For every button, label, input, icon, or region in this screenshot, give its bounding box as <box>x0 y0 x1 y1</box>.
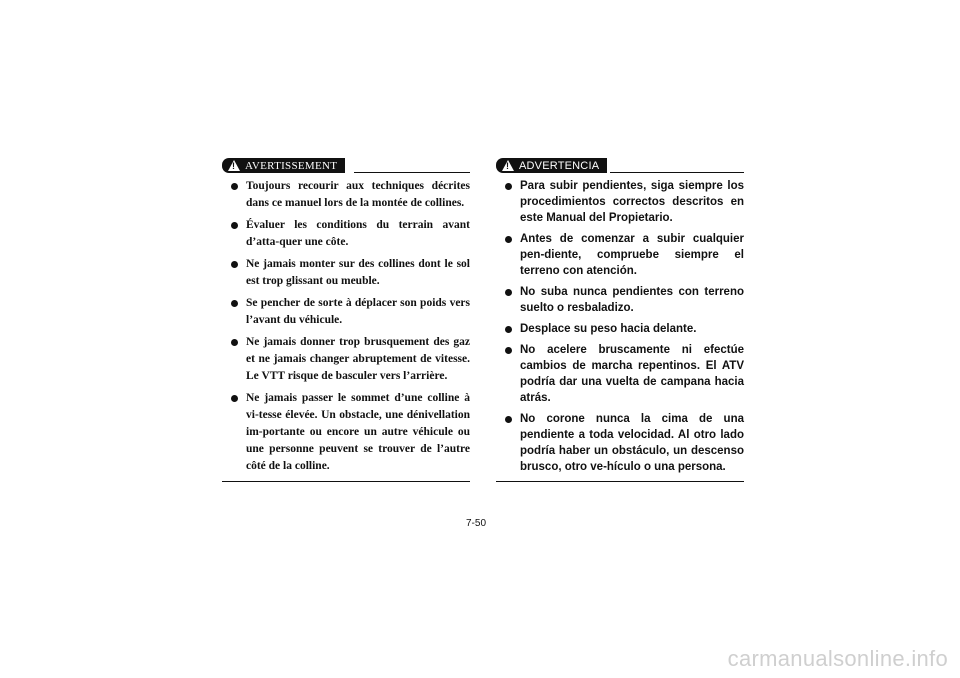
french-warning-header <box>222 152 470 174</box>
list-item: Ne jamais donner trop brusquement des gaz et ne jamais changer abruptement de vitesse. Le VTT risque de basculer vers l’arrière. <box>222 334 470 385</box>
bullet-dot-icon <box>505 183 512 190</box>
french-warning-list <box>222 178 470 475</box>
bullet-dot-icon <box>505 326 512 333</box>
list-item: No acelere bruscamente ni efectúe cambios de marcha repentinos. El ATV podría dar una vuelta de campana hacia atrás. <box>496 342 744 406</box>
bullet-dot-icon <box>505 416 512 423</box>
bullet-dot-icon <box>231 339 238 346</box>
french-warning-title: AVERTISSEMENT <box>245 159 338 172</box>
french-header-rule <box>354 172 470 173</box>
french-footer-rule <box>222 481 470 482</box>
warning-triangle-icon <box>502 160 514 171</box>
spanish-warning-box <box>496 152 744 482</box>
bullet-dot-icon <box>231 183 238 190</box>
bullet-dot-icon <box>231 395 238 402</box>
bullet-dot-icon <box>231 222 238 229</box>
list-item: Ne jamais monter sur des collines dont le sol est trop glissant ou meuble. <box>222 256 470 290</box>
spanish-warning-title: ADVERTENCIA <box>519 159 600 172</box>
bullet-dot-icon <box>231 300 238 307</box>
spanish-header-rule <box>610 172 744 173</box>
spanish-warning-list <box>496 178 744 475</box>
french-warning-box <box>222 152 470 482</box>
list-item: Toujours recourir aux techniques décrites dans ce manuel lors de la montée de collines. <box>222 178 470 212</box>
french-warning-badge <box>222 158 345 173</box>
list-item: Para subir pendientes, siga siempre los procedimientos correctos descritos en este Manual del Propietario. <box>496 178 744 226</box>
bullet-dot-icon <box>505 289 512 296</box>
list-item: No corone nunca la cima de una pendiente a toda velocidad. Al otro lado podría haber un obstáculo, un descenso brusco, otro ve-hículo o una persona. <box>496 411 744 475</box>
list-item: Se pencher de sorte à déplacer son poids vers l’avant du véhicule. <box>222 295 470 329</box>
list-item: Desplace su peso hacia delante. <box>496 321 744 337</box>
list-item: No suba nunca pendientes con terreno suelto o resbaladizo. <box>496 284 744 316</box>
spanish-footer-rule <box>496 481 744 482</box>
list-item: Évaluer les conditions du terrain avant d’atta-quer une côte. <box>222 217 470 251</box>
bullet-dot-icon <box>505 236 512 243</box>
list-item: Antes de comenzar a subir cualquier pen-diente, compruebe siempre el terreno con atención. <box>496 231 744 279</box>
page-number: 7-50 <box>466 518 487 529</box>
spanish-warning-header <box>496 152 744 174</box>
bullet-dot-icon <box>231 261 238 268</box>
warning-triangle-icon <box>228 160 240 171</box>
watermark: carmanualsonline.info <box>727 646 948 671</box>
bullet-dot-icon <box>505 347 512 354</box>
list-item: Ne jamais passer le sommet d’une colline à vi-tesse élevée. Un obstacle, une dénivellation im-portante ou encore un autre véhicule ou une personne peuvent se trouver de l’autre côté de la colline. <box>222 390 470 475</box>
spanish-warning-badge <box>496 158 607 173</box>
